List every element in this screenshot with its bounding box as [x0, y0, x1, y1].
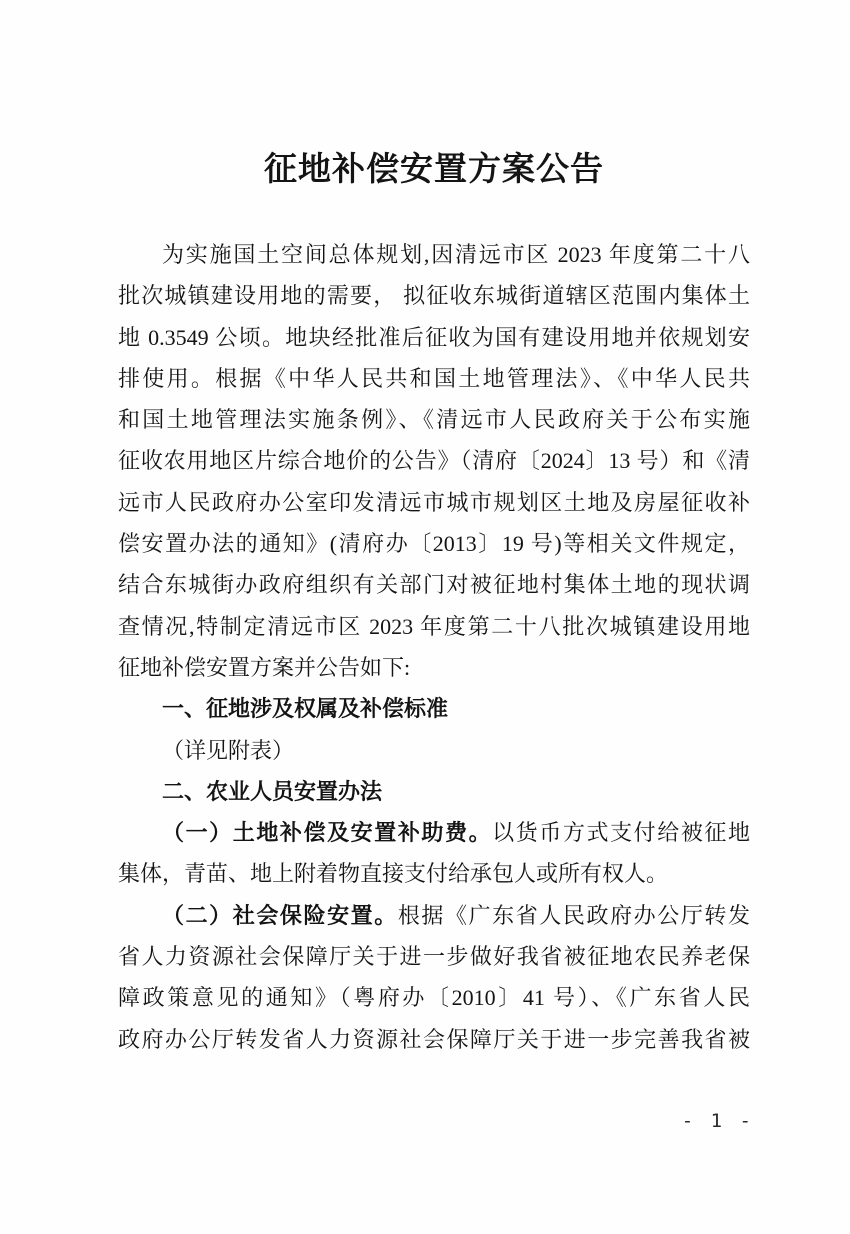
text-segment: 远市人民政府办公室印发清远市城市规划区土地及房屋征收补	[118, 489, 750, 515]
text-segment: 和国土地管理法实施条例》、《清远市人民政府关于公布实施	[118, 407, 750, 433]
text-segment: 征收农用地区片综合地价的公告》（清府〔2024〕13 号）和《清	[118, 448, 750, 474]
bold-text-segment: 一、征地涉及权属及补偿标准	[162, 696, 449, 722]
text-segment: 以货币方式支付给被征地	[492, 820, 750, 846]
document-title: 征地补偿安置方案公告	[264, 152, 604, 188]
text-line	[118, 564, 750, 605]
text-line	[118, 730, 750, 771]
text-line	[118, 399, 750, 440]
document-body	[118, 234, 750, 1060]
text-line	[118, 482, 750, 523]
text-line	[118, 275, 750, 316]
text-line	[118, 977, 750, 1018]
text-segment: 查情况,特制定清远市区 2023 年度第二十八批次城镇建设用地	[118, 613, 750, 639]
text-line	[118, 234, 750, 275]
text-line	[118, 358, 750, 399]
text-line	[118, 317, 750, 358]
text-segment: 政府办公厅转发省人力资源社会保障厅关于进一步完善我省被	[118, 1026, 750, 1052]
text-line	[118, 853, 750, 894]
text-segment: 偿安置办法的通知》(清府办〔2013〕19 号)等相关文件规定，	[118, 531, 750, 557]
text-line	[118, 440, 750, 481]
text-segment: 为实施国土空间总体规划,因清远市区 2023 年度第二十八	[162, 242, 750, 267]
text-line	[118, 647, 750, 688]
text-line	[118, 1019, 750, 1060]
bold-text-segment: 二、农业人员安置办法	[162, 778, 383, 804]
text-segment: 地 0.3549 公顷。地块经批准后征收为国有建设用地并依规划安	[118, 324, 750, 350]
text-segment: 结合东城街办政府组织有关部门对被征地村集体土地的现状调	[118, 572, 750, 598]
text-line	[118, 771, 750, 812]
text-segment: 批次城镇建设用地的需要， 拟征收东城街道辖区范围内集体土	[118, 283, 750, 309]
bold-text-segment: （一）土地补偿及安置补助费。	[162, 820, 493, 846]
text-line	[118, 936, 750, 977]
text-segment: 征地补偿安置方案并公告如下:	[118, 654, 411, 680]
text-segment: 根据《广东省人民政府办公厅转发	[397, 902, 750, 928]
page-number: - 1 -	[681, 1109, 754, 1132]
text-line	[118, 606, 750, 647]
text-segment: （详见附表）	[162, 737, 295, 763]
text-line	[118, 895, 750, 936]
text-segment: 障政策意见的通知》（粤府办〔2010〕41 号）、《广东省人民	[118, 985, 750, 1011]
text-line	[118, 812, 750, 853]
bold-text-segment: （二）社会保险安置。	[162, 902, 398, 928]
text-segment: 集体，青苗、地上附着物直接支付给承包人或所有权人。	[118, 861, 669, 887]
text-segment: 省人力资源社会保障厅关于进一步做好我省被征地农民养老保	[118, 944, 750, 970]
text-segment: 排使用。根据《中华人民共和国土地管理法》、《中华人民共	[118, 365, 750, 391]
text-line	[118, 523, 750, 564]
text-line	[118, 688, 750, 729]
